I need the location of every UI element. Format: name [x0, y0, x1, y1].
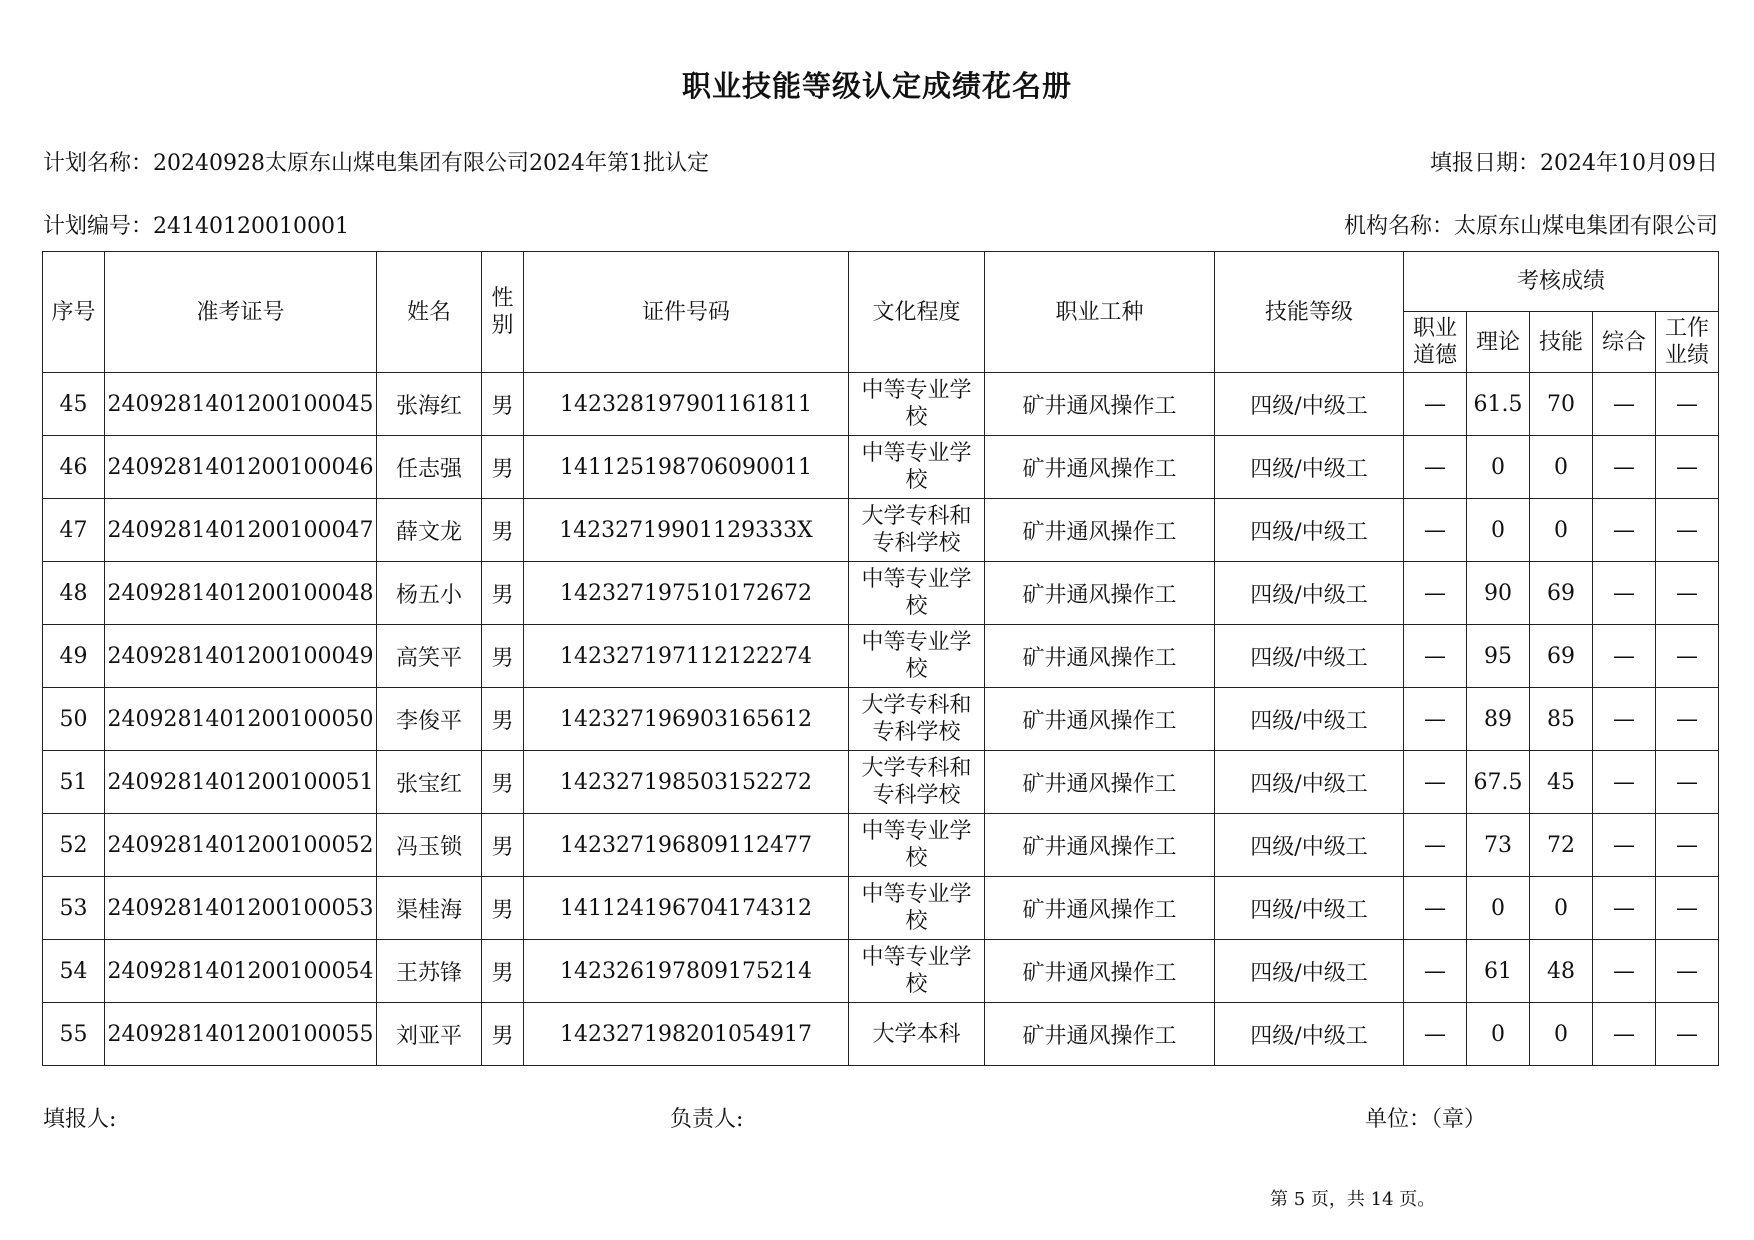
header-ethics [1404, 312, 1467, 373]
cell-seq: 49 [43, 625, 105, 688]
cell-gender: 男 [482, 688, 524, 751]
cell-id-no: 142328197901161811 [524, 373, 849, 436]
cell-seq: 55 [43, 1003, 105, 1066]
table-row [43, 877, 1719, 940]
cell-education-line1: 中等专业学 [861, 819, 972, 844]
cell-ticket: 2409281401200100052 [105, 814, 377, 877]
cell-overall: — [1593, 814, 1656, 877]
cell-id-no: 142327196903165612 [524, 688, 849, 751]
cell-gender: 男 [482, 436, 524, 499]
cell-overall: — [1593, 373, 1656, 436]
cell-education [849, 373, 985, 436]
cell-education-line2: 校 [905, 468, 928, 493]
cell-education [849, 1003, 985, 1066]
header-seq: 序号 [43, 252, 105, 373]
header-name: 姓名 [377, 252, 482, 373]
cell-overall: — [1593, 688, 1656, 751]
cell-level: 四级/中级工 [1215, 436, 1404, 499]
cell-ticket: 2409281401200100049 [105, 625, 377, 688]
cell-work: — [1656, 688, 1719, 751]
cell-overall: — [1593, 877, 1656, 940]
cell-seq: 47 [43, 499, 105, 562]
cell-name: 杨五小 [377, 562, 482, 625]
cell-work: — [1656, 814, 1719, 877]
table-row [43, 436, 1719, 499]
cell-overall: — [1593, 499, 1656, 562]
header-education: 文化程度 [849, 252, 985, 373]
cell-seq: 48 [43, 562, 105, 625]
cell-ethics: — [1404, 562, 1467, 625]
fill-date-value: 2024年10月09日 [1540, 151, 1718, 176]
header-ethics-line2: 道德 [1412, 343, 1457, 368]
cell-id-no: 142327197510172672 [524, 562, 849, 625]
cell-overall: — [1593, 940, 1656, 1003]
cell-gender: 男 [482, 625, 524, 688]
cell-level: 四级/中级工 [1215, 940, 1404, 1003]
cell-seq: 52 [43, 814, 105, 877]
cell-theory: 0 [1467, 436, 1530, 499]
cell-ethics: — [1404, 877, 1467, 940]
plan-number-label: 计划编号： [43, 214, 154, 239]
cell-seq: 54 [43, 940, 105, 1003]
cell-overall: — [1593, 562, 1656, 625]
cell-id-no: 141125198706090011 [524, 436, 849, 499]
cell-ticket: 2409281401200100050 [105, 688, 377, 751]
header-gender-line2: 别 [491, 313, 514, 338]
header-occupation: 职业工种 [985, 252, 1215, 373]
cell-ethics: — [1404, 1003, 1467, 1066]
cell-education-line2: 校 [905, 657, 928, 682]
cell-ethics: — [1404, 625, 1467, 688]
cell-gender: 男 [482, 814, 524, 877]
org-name-value: 太原东山煤电集团有限公司 [1453, 214, 1718, 239]
cell-theory: 0 [1467, 877, 1530, 940]
cell-seq: 53 [43, 877, 105, 940]
cell-gender: 男 [482, 1003, 524, 1066]
cell-ethics: — [1404, 940, 1467, 1003]
cell-education [849, 499, 985, 562]
cell-level: 四级/中级工 [1215, 877, 1404, 940]
cell-overall: — [1593, 436, 1656, 499]
filler-label: 填报人: [43, 1107, 117, 1132]
table-row [43, 562, 1719, 625]
cell-level: 四级/中级工 [1215, 1003, 1404, 1066]
header-gender [482, 252, 524, 373]
org-name-label: 机构名称： [1343, 214, 1454, 239]
header-overall: 综合 [1593, 312, 1656, 373]
cell-work: — [1656, 751, 1719, 814]
cell-occupation: 矿井通风操作工 [985, 688, 1215, 751]
cell-gender: 男 [482, 562, 524, 625]
cell-level: 四级/中级工 [1215, 562, 1404, 625]
cell-ticket: 2409281401200100047 [105, 499, 377, 562]
plan-number [43, 209, 349, 240]
org-name [1344, 209, 1718, 240]
cell-overall: — [1593, 1003, 1656, 1066]
cell-education [849, 625, 985, 688]
fill-date [1430, 146, 1718, 177]
cell-theory: 61.5 [1467, 373, 1530, 436]
cell-occupation: 矿井通风操作工 [985, 877, 1215, 940]
cell-education [849, 877, 985, 940]
cell-ethics: — [1404, 436, 1467, 499]
cell-name: 李俊平 [377, 688, 482, 751]
cell-work: — [1656, 373, 1719, 436]
cell-skill: 0 [1530, 877, 1593, 940]
header-ticket: 准考证号 [105, 252, 377, 373]
cell-education-line1: 中等专业学 [861, 630, 972, 655]
cell-gender: 男 [482, 373, 524, 436]
cell-education-line2: 专科学校 [872, 720, 961, 745]
cell-education [849, 562, 985, 625]
cell-skill: 69 [1530, 625, 1593, 688]
cell-education-line1: 中等专业学 [861, 882, 972, 907]
cell-ticket: 2409281401200100048 [105, 562, 377, 625]
header-gender-line1: 性 [491, 286, 514, 311]
cell-level: 四级/中级工 [1215, 625, 1404, 688]
table-row [43, 814, 1719, 877]
cell-name: 刘亚平 [377, 1003, 482, 1066]
cell-id-no: 142327198201054917 [524, 1003, 849, 1066]
cell-education-line2: 校 [905, 594, 928, 619]
cell-education [849, 940, 985, 1003]
cell-occupation: 矿井通风操作工 [985, 499, 1215, 562]
fill-date-label: 填报日期： [1430, 151, 1541, 176]
header-scores: 考核成绩 [1404, 252, 1719, 312]
cell-skill: 85 [1530, 688, 1593, 751]
cell-theory: 89 [1467, 688, 1530, 751]
cell-work: — [1656, 940, 1719, 1003]
cell-education-line2: 专科学校 [872, 531, 961, 556]
cell-occupation: 矿井通风操作工 [985, 625, 1215, 688]
cell-education-line2: 校 [905, 405, 928, 430]
cell-level: 四级/中级工 [1215, 373, 1404, 436]
cell-ethics: — [1404, 751, 1467, 814]
header-work-line1: 工作 [1665, 316, 1710, 341]
cell-id-no: 142327198503152272 [524, 751, 849, 814]
cell-id-no: 142326197809175214 [524, 940, 849, 1003]
cell-skill: 69 [1530, 562, 1593, 625]
header-id-no: 证件号码 [524, 252, 849, 373]
cell-ticket: 2409281401200100046 [105, 436, 377, 499]
table-row [43, 751, 1719, 814]
plan-name-label: 计划名称： [43, 151, 154, 176]
cell-occupation: 矿井通风操作工 [985, 373, 1215, 436]
header-ethics-line1: 职业 [1412, 316, 1457, 341]
cell-education-line1: 中等专业学 [861, 441, 972, 466]
cell-seq: 50 [43, 688, 105, 751]
cell-education [849, 436, 985, 499]
header-level: 技能等级 [1215, 252, 1404, 373]
cell-ethics: — [1404, 499, 1467, 562]
cell-education-line2: 校 [905, 972, 928, 997]
table-row [43, 625, 1719, 688]
roster-body [43, 373, 1719, 1066]
cell-education [849, 751, 985, 814]
cell-occupation: 矿井通风操作工 [985, 562, 1215, 625]
cell-ticket: 2409281401200100051 [105, 751, 377, 814]
cell-skill: 0 [1530, 499, 1593, 562]
cell-education-line1: 大学专科和 [861, 693, 972, 718]
cell-skill: 0 [1530, 1003, 1593, 1066]
cell-ticket: 2409281401200100054 [105, 940, 377, 1003]
cell-level: 四级/中级工 [1215, 751, 1404, 814]
cell-education [849, 688, 985, 751]
cell-ethics: — [1404, 373, 1467, 436]
cell-seq: 45 [43, 373, 105, 436]
cell-name: 张海红 [377, 373, 482, 436]
cell-theory: 90 [1467, 562, 1530, 625]
cell-work: — [1656, 436, 1719, 499]
cell-skill: 70 [1530, 373, 1593, 436]
table-row [43, 940, 1719, 1003]
cell-occupation: 矿井通风操作工 [985, 436, 1215, 499]
header-theory: 理论 [1467, 312, 1530, 373]
cell-ticket: 2409281401200100053 [105, 877, 377, 940]
cell-seq: 46 [43, 436, 105, 499]
cell-skill: 0 [1530, 436, 1593, 499]
cell-work: — [1656, 1003, 1719, 1066]
cell-ticket: 2409281401200100045 [105, 373, 377, 436]
cell-name: 渠桂海 [377, 877, 482, 940]
cell-name: 冯玉锁 [377, 814, 482, 877]
responsible-label: 负责人: [670, 1107, 744, 1132]
cell-gender: 男 [482, 751, 524, 814]
cell-education-line1: 中等专业学 [861, 378, 972, 403]
cell-gender: 男 [482, 940, 524, 1003]
cell-gender: 男 [482, 877, 524, 940]
cell-ethics: — [1404, 688, 1467, 751]
plan-name-value: 20240928太原东山煤电集团有限公司2024年第1批认定 [153, 151, 709, 176]
cell-id-no: 141124196704174312 [524, 877, 849, 940]
cell-education-line2: 校 [905, 846, 928, 871]
score-roster-table [42, 251, 1719, 1066]
cell-level: 四级/中级工 [1215, 814, 1404, 877]
cell-name: 薛文龙 [377, 499, 482, 562]
cell-theory: 95 [1467, 625, 1530, 688]
header-work-line2: 业绩 [1665, 343, 1710, 368]
page-indicator: 第 5 页，共 14 页。 [1270, 1189, 1436, 1210]
cell-theory: 0 [1467, 499, 1530, 562]
cell-ethics: — [1404, 814, 1467, 877]
cell-overall: — [1593, 625, 1656, 688]
plan-name [43, 146, 709, 177]
cell-ticket: 2409281401200100055 [105, 1003, 377, 1066]
cell-education-line1: 大学专科和 [861, 756, 972, 781]
cell-theory: 0 [1467, 1003, 1530, 1066]
cell-work: — [1656, 877, 1719, 940]
table-row [43, 373, 1719, 436]
cell-occupation: 矿井通风操作工 [985, 814, 1215, 877]
cell-name: 张宝红 [377, 751, 482, 814]
cell-theory: 73 [1467, 814, 1530, 877]
cell-education-line2: 校 [905, 909, 928, 934]
cell-education [849, 814, 985, 877]
cell-education-line1: 中等专业学 [861, 567, 972, 592]
cell-occupation: 矿井通风操作工 [985, 940, 1215, 1003]
cell-education-line1: 大学专科和 [861, 504, 972, 529]
cell-skill: 48 [1530, 940, 1593, 1003]
cell-theory: 67.5 [1467, 751, 1530, 814]
cell-education-line1: 大学本科 [872, 1021, 961, 1047]
cell-id-no: 142327196809112477 [524, 814, 849, 877]
cell-overall: — [1593, 751, 1656, 814]
cell-gender: 男 [482, 499, 524, 562]
cell-work: — [1656, 562, 1719, 625]
cell-occupation: 矿井通风操作工 [985, 1003, 1215, 1066]
cell-work: — [1656, 499, 1719, 562]
cell-seq: 51 [43, 751, 105, 814]
header-work [1656, 312, 1719, 373]
plan-number-value: 24140120010001 [153, 214, 349, 239]
cell-id-no: 14232719901129333X [524, 499, 849, 562]
table-row [43, 688, 1719, 751]
cell-level: 四级/中级工 [1215, 499, 1404, 562]
cell-work: — [1656, 625, 1719, 688]
cell-skill: 72 [1530, 814, 1593, 877]
cell-id-no: 142327197112122274 [524, 625, 849, 688]
cell-name: 任志强 [377, 436, 482, 499]
cell-name: 高笑平 [377, 625, 482, 688]
cell-theory: 61 [1467, 940, 1530, 1003]
cell-education-line2: 专科学校 [872, 783, 961, 808]
unit-seal-label: 单位：（章） [1365, 1107, 1487, 1132]
page-title: 职业技能等级认定成绩花名册 [681, 69, 1072, 103]
table-row [43, 1003, 1719, 1066]
cell-education-line1: 中等专业学 [861, 945, 972, 970]
cell-level: 四级/中级工 [1215, 688, 1404, 751]
table-row [43, 499, 1719, 562]
cell-name: 王苏锋 [377, 940, 482, 1003]
header-skill: 技能 [1530, 312, 1593, 373]
cell-skill: 45 [1530, 751, 1593, 814]
cell-occupation: 矿井通风操作工 [985, 751, 1215, 814]
